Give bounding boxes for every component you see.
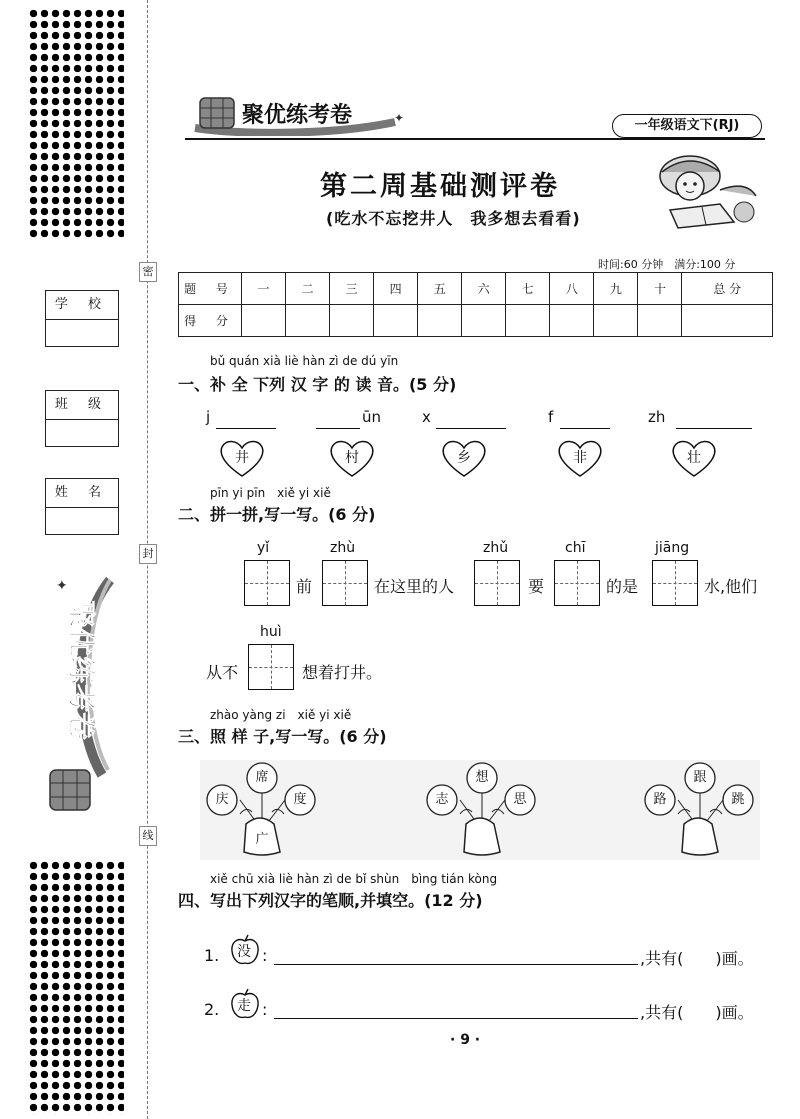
vertical-logo-text: 聚优练考卷	[65, 600, 98, 741]
flower-3-top: 跟	[693, 770, 707, 785]
q2-title: 二、拼一拼,写一写。(6 分)	[178, 505, 376, 524]
seal-mark-feng: 封	[139, 544, 157, 564]
q2-text-3: 要	[528, 577, 545, 596]
q2-py-1: yǐ	[257, 540, 270, 556]
q4-pinyin: xiě chū xià liè hàn zì de bǐ shùn bìng tián kòng	[210, 872, 498, 886]
writing-grid-4[interactable]	[554, 560, 600, 606]
flower-2-right: 思	[513, 792, 527, 807]
score-cell[interactable]	[506, 305, 550, 337]
class-blank[interactable]	[46, 420, 118, 446]
q2-pinyin: pīn yi pīn xiě yi xiě	[210, 486, 331, 500]
q1-prefix-3: x	[422, 408, 431, 426]
score-col-8: 八	[550, 273, 594, 305]
vertical-brand-logo	[40, 570, 120, 830]
q1-answer-blank-2[interactable]	[316, 428, 360, 429]
q1-answer-blank-3[interactable]	[436, 428, 506, 429]
score-col-5: 五	[418, 273, 462, 305]
score-cell[interactable]	[330, 305, 374, 337]
q1-prefix-1: j	[206, 408, 211, 426]
q1-answer-blank-1[interactable]	[216, 428, 276, 429]
score-col-2: 二	[286, 273, 330, 305]
q4-stroke-order-blank-1[interactable]	[274, 964, 638, 965]
q2-text-4: 的是	[606, 577, 639, 596]
svg-text:✦: ✦	[56, 578, 68, 594]
q2-text-2: 在这里的人	[374, 577, 455, 596]
school-label: 学 校	[46, 291, 118, 320]
q1-answer-blank-4[interactable]	[560, 428, 610, 429]
heart-char-4	[556, 438, 604, 478]
q3-pinyin: zhào yàng zi xiě yi xiě	[210, 708, 352, 722]
q2-py-6: huì	[260, 624, 282, 640]
q1-prefix-5: zh	[648, 408, 666, 426]
q1-title: 一、补 全 下列 汉 字 的 读 音。(5 分)	[178, 375, 457, 394]
header-rule	[185, 138, 765, 140]
q2-py-3: zhǔ	[483, 540, 509, 556]
flower-3-right: 跳	[731, 792, 745, 807]
score-col-total: 总 分	[682, 273, 773, 305]
writing-grid-5[interactable]	[652, 560, 698, 606]
flower-1-top: 席	[255, 770, 269, 785]
name-label: 姓 名	[46, 479, 118, 508]
heart-char-4-text: 非	[573, 450, 587, 466]
q2-py-2: zhù	[330, 540, 356, 556]
class-label: 班 级	[46, 391, 118, 420]
q2-py-5: jiāng	[655, 540, 690, 556]
writing-grid-3[interactable]	[474, 560, 520, 606]
score-col-4: 四	[374, 273, 418, 305]
score-row-label: 得 分	[179, 305, 242, 337]
score-table-header-row	[179, 273, 773, 305]
q2-py-4: chī	[565, 540, 586, 556]
flower-3-left: 路	[653, 792, 667, 807]
name-blank[interactable]	[46, 508, 118, 534]
brand-logo	[190, 96, 410, 136]
grade-badge: 一年级语文下(RJ)	[612, 114, 762, 138]
q1-prefix-4: f	[548, 408, 554, 426]
score-col-6: 六	[462, 273, 506, 305]
q4-item-1-number: 1.	[204, 946, 220, 965]
q4-colon-1: :	[262, 946, 268, 965]
page-title: 第二周基础测评卷	[320, 171, 560, 202]
heart-char-5-text: 壮	[687, 450, 701, 466]
q1-answer-blank-5[interactable]	[676, 428, 752, 429]
class-field[interactable]	[45, 390, 119, 447]
time-and-score-info: 时间:60 分钟 满分:100 分	[598, 258, 736, 271]
heart-char-3	[440, 438, 488, 478]
heart-char-2	[328, 438, 376, 478]
heart-char-1-text: 井	[235, 450, 249, 466]
writing-grid-1[interactable]	[244, 560, 290, 606]
flower-2-top: 想	[475, 770, 489, 785]
score-col-10: 十	[638, 273, 682, 305]
apple-char-2-text: 走	[237, 998, 251, 1014]
q1-pinyin: bǔ quán xià liè hàn zì de dú yīn	[210, 354, 399, 368]
binding-dots-top	[28, 8, 124, 240]
apple-char-2	[230, 988, 260, 1018]
name-field[interactable]	[45, 478, 119, 535]
q2-text-6: 从不	[206, 663, 239, 682]
heart-char-5	[670, 438, 718, 478]
score-col-1: 一	[242, 273, 286, 305]
binding-dots-bottom	[28, 860, 124, 1115]
heart-char-3-text: 乡	[457, 450, 471, 466]
score-col-9: 九	[594, 273, 638, 305]
q2-text-7: 想着打井。	[302, 663, 383, 682]
writing-grid-6[interactable]	[248, 644, 294, 690]
q4-item-2-tail: ,共有( )画。	[640, 1003, 754, 1022]
score-table	[178, 272, 773, 337]
vase-2-answer[interactable]	[465, 826, 499, 848]
writing-grid-2[interactable]	[322, 560, 368, 606]
apple-char-1	[230, 934, 260, 964]
q2-text-5: 水,他们	[704, 577, 758, 596]
flower-1-vase: 广	[255, 832, 269, 847]
score-cell[interactable]	[550, 305, 594, 337]
q2-text-1: 前	[296, 577, 313, 596]
score-col-3: 三	[330, 273, 374, 305]
vase-3-answer[interactable]	[683, 826, 717, 848]
heart-char-2-text: 村	[345, 450, 359, 466]
score-table-score-row	[179, 305, 773, 337]
score-cell[interactable]	[418, 305, 462, 337]
score-cell[interactable]	[594, 305, 638, 337]
score-cell[interactable]	[286, 305, 330, 337]
school-blank[interactable]	[46, 320, 118, 346]
q4-title: 四、写出下列汉字的笔顺,并填空。(12 分)	[178, 891, 483, 910]
svg-text:✦: ✦	[394, 111, 405, 125]
q3-title: 三、照 样 子,写一写。(6 分)	[178, 727, 387, 746]
score-col-7: 七	[506, 273, 550, 305]
heart-char-1	[218, 438, 266, 478]
flower-2-left: 志	[435, 792, 449, 807]
q4-stroke-order-blank-2[interactable]	[274, 1018, 638, 1019]
page-number: · 9 ·	[450, 1032, 481, 1048]
q4-item-1-tail: ,共有( )画。	[640, 949, 754, 968]
seal-mark-xian: 线	[139, 826, 157, 846]
seal-mark-mi: 密	[139, 262, 157, 282]
page-subtitle: (吃水不忘挖井人 我多想去看看)	[326, 209, 581, 228]
score-cell[interactable]	[682, 305, 773, 337]
flower-1-right: 度	[293, 792, 307, 807]
q1-suffix-2: ūn	[362, 408, 382, 426]
brand-logo-text: 聚优练考卷	[242, 103, 353, 128]
score-cell[interactable]	[242, 305, 286, 337]
flower-1-left: 庆	[215, 792, 229, 807]
score-cell[interactable]	[462, 305, 506, 337]
school-field[interactable]	[45, 290, 119, 347]
q4-item-2-number: 2.	[204, 1000, 220, 1019]
q4-colon-2: :	[262, 1000, 268, 1019]
apple-char-1-text: 没	[237, 944, 251, 960]
score-col-label: 题 号	[179, 273, 242, 305]
reading-girl-illustration	[650, 150, 762, 234]
score-cell[interactable]	[374, 305, 418, 337]
score-cell[interactable]	[638, 305, 682, 337]
